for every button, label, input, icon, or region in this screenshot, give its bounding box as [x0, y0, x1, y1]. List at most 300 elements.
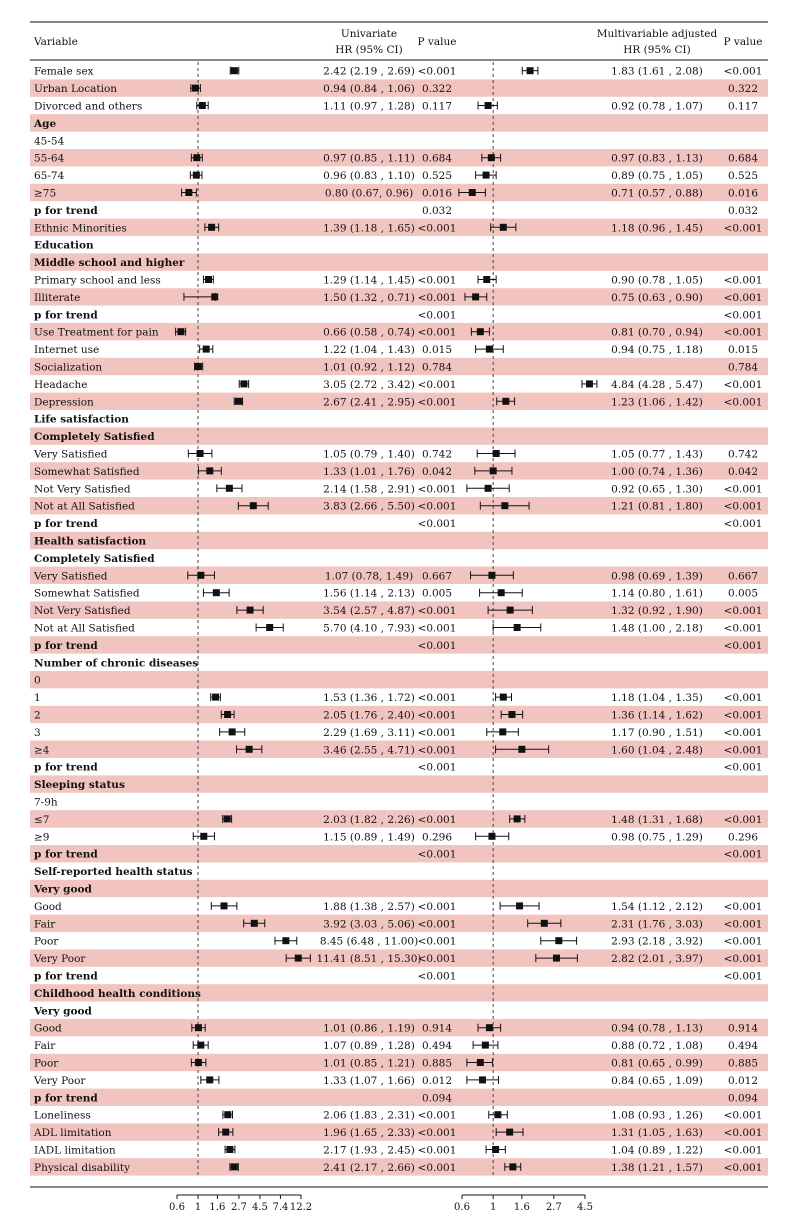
table-row — [34, 309, 762, 321]
univariate-ci-mark — [223, 1111, 233, 1119]
row-label: 0 — [34, 674, 41, 687]
multivariable-hr-text: 1.18 (1.04 , 1.35) — [611, 692, 703, 705]
univariate-ci-mark — [190, 171, 202, 179]
univariate-ci-mark — [230, 1163, 238, 1171]
univariate-hr-text: 0.97 (0.85 , 1.11) — [323, 152, 415, 165]
multivariable-hr-text: 2.93 (2.18 , 3.92) — [611, 935, 703, 948]
table-row — [34, 692, 762, 704]
univariate-point-estimate — [251, 920, 258, 927]
row-label: p for trend — [34, 848, 98, 861]
row-label: Good — [34, 1022, 62, 1035]
univariate-p-value: <0.001 — [417, 709, 457, 722]
multivariable-ci-mark — [476, 345, 504, 353]
multivariable-ci-mark — [500, 902, 539, 910]
header-univariate-2: HR (95% CI) — [335, 44, 403, 56]
header-multivariable-1: Multivariable adjusted — [596, 28, 718, 40]
table-row — [34, 275, 762, 287]
row-label: Age — [34, 117, 57, 130]
univariate-p-value: <0.001 — [417, 848, 457, 861]
univariate-point-estimate — [185, 189, 192, 196]
univariate-tick-label: 2.7 — [230, 1202, 247, 1213]
table-row — [34, 797, 58, 809]
multivariable-p-value: <0.001 — [723, 326, 763, 339]
multivariable-hr-text: 0.88 (0.72 , 1.08) — [611, 1040, 703, 1053]
univariate-tick-label: 0.6 — [169, 1202, 185, 1213]
multivariable-point-estimate — [509, 1163, 516, 1170]
table-row — [34, 257, 185, 269]
univariate-p-value: <0.001 — [417, 622, 457, 635]
multivariable-point-estimate — [553, 955, 560, 962]
row-label: Female sex — [34, 65, 94, 78]
multivariable-p-value: <0.001 — [723, 709, 763, 722]
multivariable-p-value: <0.001 — [723, 744, 763, 757]
multivariable-p-value: <0.001 — [723, 483, 763, 496]
univariate-point-estimate — [224, 711, 231, 718]
univariate-hr-text: 3.83 (2.66 , 5.50) — [323, 500, 415, 513]
multivariable-hr-text: 1.48 (1.00 , 2.18) — [611, 622, 703, 635]
univariate-p-value: <0.001 — [417, 1144, 457, 1157]
univariate-p-value: 0.667 — [421, 570, 453, 583]
multivariable-p-value: 0.094 — [727, 1092, 759, 1105]
univariate-hr-text: 1.01 (0.92 , 1.12) — [323, 361, 415, 374]
multivariable-ci-mark — [486, 1146, 505, 1154]
univariate-hr-text: 1.01 (0.86 , 1.19) — [323, 1022, 415, 1035]
row-label: p for trend — [34, 970, 98, 983]
multivariable-point-estimate — [477, 328, 484, 335]
univariate-hr-text: 1.96 (1.65 , 2.33) — [323, 1127, 415, 1140]
univariate-p-value: <0.001 — [417, 726, 457, 739]
multivariable-hr-text: 1.21 (0.81 , 1.80) — [611, 500, 703, 513]
table-row — [34, 170, 758, 182]
univariate-point-estimate — [193, 154, 200, 161]
univariate-ci-mark — [201, 1076, 219, 1084]
univariate-point-estimate — [197, 450, 204, 457]
multivariable-p-value: 0.885 — [727, 1057, 759, 1070]
multivariable-hr-text: 1.17 (0.90 , 1.51) — [611, 726, 703, 739]
row-label: p for trend — [34, 1092, 98, 1105]
row-label: Illiterate — [34, 291, 81, 304]
univariate-tick-label: 4.5 — [251, 1202, 268, 1213]
multivariable-hr-text: 0.71 (0.57 , 0.88) — [611, 187, 703, 200]
header-univariate-1: Univariate — [340, 28, 398, 40]
table-row — [34, 623, 762, 635]
univariate-point-estimate — [195, 1059, 202, 1066]
row-label: Primary school and less — [34, 274, 161, 287]
multivariable-ci-mark — [487, 728, 519, 736]
univariate-p-value: <0.001 — [417, 935, 457, 948]
table-row — [34, 675, 41, 687]
multivariable-p-value: <0.001 — [723, 900, 763, 913]
multivariable-p-value: <0.001 — [723, 274, 763, 287]
univariate-p-value: 0.525 — [421, 170, 453, 183]
multivariable-p-value: <0.001 — [723, 396, 763, 409]
univariate-p-value: <0.001 — [417, 222, 457, 235]
univariate-p-value: 0.684 — [421, 152, 453, 165]
multivariable-hr-text: 1.23 (1.06 , 1.42) — [611, 396, 703, 409]
multivariable-hr-text: 0.75 (0.63 , 0.90) — [611, 291, 703, 304]
univariate-p-value: <0.001 — [417, 396, 457, 409]
row-label: Urban Location — [34, 83, 118, 96]
header-variable: Variable — [34, 36, 78, 48]
row-label: IADL limitation — [34, 1144, 116, 1157]
multivariable-tick-label: 2.7 — [545, 1202, 562, 1213]
multivariable-point-estimate — [483, 276, 490, 283]
multivariable-hr-text: 1.60 (1.04 , 2.48) — [611, 744, 703, 757]
multivariable-hr-text: 1.14 (0.80 , 1.61) — [611, 587, 703, 600]
row-label: p for trend — [34, 309, 98, 322]
table-row — [34, 988, 201, 1000]
univariate-point-estimate — [193, 172, 200, 179]
univariate-hr-text: 1.22 (1.04 , 1.43) — [323, 344, 415, 357]
univariate-hr-text: 0.96 (0.83 , 1.10) — [323, 170, 415, 183]
univariate-point-estimate — [199, 102, 206, 109]
univariate-hr-text: 2.29 (1.69 , 3.11) — [323, 726, 415, 739]
univariate-hr-text: 2.41 (2.17 , 2.66) — [323, 1161, 415, 1174]
row-label: Health satisfaction — [34, 535, 147, 548]
univariate-ci-mark — [211, 693, 221, 701]
univariate-point-estimate — [213, 589, 220, 596]
multivariable-ci-mark — [480, 589, 523, 597]
univariate-ci-mark — [197, 102, 208, 110]
multivariable-p-value: <0.001 — [723, 848, 763, 861]
row-label: Fair — [34, 918, 56, 931]
row-shade — [30, 114, 768, 131]
univariate-ci-mark — [225, 1146, 235, 1154]
univariate-p-value: 0.032 — [421, 204, 453, 217]
multivariable-p-value: <0.001 — [723, 1144, 763, 1157]
multivariable-point-estimate — [490, 467, 497, 474]
multivariable-axis — [454, 1195, 593, 1213]
univariate-hr-text: 1.53 (1.36 , 1.72) — [323, 692, 415, 705]
row-label: Physical disability — [34, 1161, 131, 1174]
row-shade — [30, 845, 768, 862]
univariate-point-estimate — [226, 1146, 233, 1153]
multivariable-p-value: 0.742 — [727, 448, 759, 461]
univariate-point-estimate — [195, 1024, 202, 1031]
univariate-point-estimate — [221, 902, 228, 909]
multivariable-p-value: <0.001 — [723, 935, 763, 948]
univariate-point-estimate — [231, 1163, 238, 1170]
multivariable-hr-text: 0.98 (0.75 , 1.29) — [611, 831, 703, 844]
table-row — [34, 205, 758, 217]
multivariable-ci-mark — [478, 102, 497, 110]
row-label: Very Poor — [34, 1074, 86, 1087]
row-label: Very good — [34, 1005, 92, 1018]
univariate-p-value: 0.042 — [421, 465, 453, 478]
univariate-point-estimate — [195, 363, 202, 370]
univariate-hr-text: 3.46 (2.55 , 4.71) — [323, 744, 415, 757]
multivariable-hr-text: 4.84 (4.28 , 5.47) — [611, 378, 703, 391]
univariate-ci-mark — [234, 397, 242, 405]
multivariable-p-value: <0.001 — [723, 500, 763, 513]
multivariable-point-estimate — [472, 293, 479, 300]
multivariable-p-value: 0.005 — [727, 587, 759, 600]
univariate-p-value: 0.494 — [421, 1040, 453, 1053]
multivariable-ci-mark — [541, 937, 577, 945]
table-row — [34, 135, 65, 147]
univariate-ci-mark — [230, 67, 238, 75]
row-label: Childhood health conditions — [34, 987, 201, 1000]
multivariable-point-estimate — [493, 450, 500, 457]
row-label: Very Satisfied — [34, 448, 108, 461]
row-label: Divorced and others — [34, 100, 143, 113]
univariate-p-value: <0.001 — [417, 1127, 457, 1140]
multivariable-point-estimate — [482, 1042, 489, 1049]
multivariable-point-estimate — [516, 902, 523, 909]
multivariable-ci-mark — [478, 276, 496, 284]
univariate-point-estimate — [203, 346, 210, 353]
multivariable-point-estimate — [488, 572, 495, 579]
univariate-hr-text: 1.05 (0.79 , 1.40) — [323, 448, 415, 461]
table-row — [34, 866, 193, 878]
table-row — [34, 1145, 762, 1157]
univariate-hr-text: 0.80 (0.67, 0.96) — [324, 187, 414, 200]
row-label: ≥75 — [34, 187, 57, 200]
univariate-point-estimate — [208, 224, 215, 231]
univariate-hr-text: 2.06 (1.83 , 2.31) — [323, 1109, 415, 1122]
univariate-hr-text: 1.15 (0.89 , 1.49) — [323, 831, 415, 844]
multivariable-p-value: 0.525 — [727, 170, 759, 183]
row-label: p for trend — [34, 204, 98, 217]
row-label: p for trend — [34, 639, 98, 652]
multivariable-p-value: 0.042 — [727, 465, 759, 478]
multivariable-point-estimate — [514, 815, 521, 822]
univariate-hr-text: 1.50 (1.32 , 0.71) — [323, 291, 415, 304]
multivariable-ci-mark — [522, 67, 538, 75]
row-shade — [30, 636, 768, 653]
multivariable-tick-label: 0.6 — [454, 1202, 470, 1213]
row-label: 65-74 — [34, 170, 65, 183]
table-row — [34, 431, 155, 443]
univariate-p-value: <0.001 — [417, 1109, 457, 1122]
multivariable-hr-text: 0.81 (0.70 , 0.94) — [611, 326, 703, 339]
multivariable-point-estimate — [488, 833, 495, 840]
multivariable-p-value: 0.296 — [727, 831, 759, 844]
table-row — [34, 327, 762, 339]
multivariable-p-value: <0.001 — [723, 291, 763, 304]
univariate-point-estimate — [197, 572, 204, 579]
multivariable-hr-text: 1.54 (1.12 , 2.12) — [611, 900, 703, 913]
multivariable-ci-mark — [477, 450, 515, 458]
row-label: Somewhat Satisfied — [34, 587, 140, 600]
univariate-point-estimate — [229, 728, 236, 735]
table-row — [34, 518, 762, 530]
multivariable-p-value: 0.322 — [727, 83, 759, 96]
row-label: Completely Satisfied — [34, 552, 155, 565]
univariate-p-value: <0.001 — [417, 900, 457, 913]
table-row — [34, 936, 762, 948]
univariate-ci-mark — [203, 276, 213, 284]
table-row — [34, 414, 129, 426]
univariate-point-estimate — [222, 1129, 229, 1136]
row-shade — [30, 671, 768, 688]
row-label: Sleeping status — [34, 779, 125, 792]
multivariable-point-estimate — [500, 694, 507, 701]
univariate-ci-mark — [203, 589, 229, 597]
univariate-p-value: <0.001 — [417, 500, 457, 513]
table-row — [34, 483, 762, 495]
table-row — [34, 588, 758, 600]
row-label: Fair — [34, 1040, 56, 1053]
multivariable-point-estimate — [527, 67, 534, 74]
univariate-p-value: <0.001 — [417, 639, 457, 652]
multivariable-hr-text: 0.94 (0.78 , 1.13) — [611, 1022, 703, 1035]
univariate-p-value: <0.001 — [417, 326, 457, 339]
univariate-hr-text: 0.94 (0.84 , 1.06) — [323, 83, 415, 96]
multivariable-point-estimate — [555, 937, 562, 944]
row-label: p for trend — [34, 518, 98, 531]
univariate-hr-text: 1.39 (1.18 , 1.65) — [323, 222, 415, 235]
univariate-p-value: <0.001 — [417, 605, 457, 618]
univariate-hr-text: 1.11 (0.97 , 1.28) — [323, 100, 415, 113]
row-label: Headache — [34, 378, 88, 391]
univariate-p-value: 0.094 — [421, 1092, 453, 1105]
row-label: Self-reported health status — [34, 866, 193, 879]
multivariable-hr-text: 1.00 (0.74 , 1.36) — [611, 465, 703, 478]
univariate-point-estimate — [211, 293, 218, 300]
row-shade — [30, 880, 768, 897]
univariate-hr-text: 2.14 (1.58 , 2.91) — [323, 483, 415, 496]
multivariable-hr-text: 0.89 (0.75 , 1.05) — [611, 170, 703, 183]
multivariable-point-estimate — [488, 154, 495, 161]
univariate-hr-text: 3.92 (3.03 , 5.06) — [323, 918, 415, 931]
univariate-point-estimate — [240, 380, 247, 387]
row-label: 45-54 — [34, 135, 65, 148]
univariate-p-value: 0.784 — [421, 361, 453, 374]
univariate-p-value: <0.001 — [417, 65, 457, 78]
multivariable-point-estimate — [485, 102, 492, 109]
univariate-point-estimate — [224, 1111, 231, 1118]
multivariable-p-value: 0.914 — [727, 1022, 759, 1035]
univariate-p-value: 0.015 — [421, 344, 453, 357]
multivariable-point-estimate — [506, 1129, 513, 1136]
multivariable-point-estimate — [500, 224, 507, 231]
univariate-ci-mark — [188, 450, 212, 458]
univariate-p-value: 0.742 — [421, 448, 453, 461]
multivariable-ci-mark — [496, 693, 512, 701]
row-label: Good — [34, 900, 62, 913]
multivariable-p-value: <0.001 — [723, 1127, 763, 1140]
multivariable-point-estimate — [501, 502, 508, 509]
univariate-p-value: <0.001 — [417, 483, 457, 496]
univariate-p-value: <0.001 — [417, 918, 457, 931]
univariate-point-estimate — [212, 694, 219, 701]
multivariable-hr-text: 0.92 (0.78 , 1.07) — [611, 100, 703, 113]
multivariable-p-value: <0.001 — [723, 622, 763, 635]
univariate-p-value: 0.005 — [421, 587, 453, 600]
multivariable-point-estimate — [479, 1076, 486, 1083]
univariate-hr-text: 1.29 (1.14 , 1.45) — [323, 274, 415, 287]
univariate-p-value: <0.001 — [417, 518, 457, 531]
univariate-tick-label: 7.4 — [272, 1202, 289, 1213]
row-label: Completely Satisfied — [34, 431, 155, 444]
multivariable-hr-text: 1.05 (0.77 , 1.43) — [611, 448, 703, 461]
multivariable-point-estimate — [518, 746, 525, 753]
multivariable-p-value: 0.012 — [727, 1074, 759, 1087]
univariate-p-value: <0.001 — [417, 970, 457, 983]
univariate-ci-mark — [195, 363, 203, 371]
multivariable-hr-text: 0.81 (0.65 , 0.99) — [611, 1057, 703, 1070]
multivariable-point-estimate — [499, 728, 506, 735]
multivariable-p-value: <0.001 — [723, 1109, 763, 1122]
multivariable-ci-mark — [582, 380, 597, 388]
row-label: Use Treatment for pain — [34, 326, 159, 339]
univariate-point-estimate — [192, 85, 199, 92]
univariate-hr-text: 1.33 (1.07 , 1.66) — [323, 1074, 415, 1087]
multivariable-hr-text: 1.31 (1.05 , 1.63) — [611, 1127, 703, 1140]
multivariable-hr-text: 1.83 (1.61 , 2.08) — [611, 65, 703, 78]
multivariable-tick-label: 1.6 — [513, 1202, 530, 1213]
univariate-ci-mark — [223, 815, 232, 823]
univariate-axis — [169, 1195, 312, 1213]
univariate-point-estimate — [266, 624, 273, 631]
multivariable-point-estimate — [541, 920, 548, 927]
row-label: Education — [34, 239, 94, 252]
univariate-hr-text: 2.17 (1.93 , 2.45) — [323, 1144, 415, 1157]
row-shade — [30, 1089, 768, 1106]
row-shade — [30, 775, 768, 792]
table-row — [34, 553, 155, 565]
multivariable-point-estimate — [492, 1146, 499, 1153]
univariate-hr-text: 1.56 (1.14 , 2.13) — [323, 587, 415, 600]
univariate-tick-label: 1.6 — [209, 1202, 226, 1213]
univariate-p-value: 0.117 — [421, 100, 453, 113]
multivariable-p-value: 0.684 — [727, 152, 759, 165]
multivariable-p-value: 0.494 — [727, 1040, 759, 1053]
univariate-hr-text: 8.45 (6.48 , 11.00) — [319, 935, 419, 948]
multivariable-p-value: <0.001 — [723, 309, 763, 322]
univariate-hr-text: 2.42 (2.19 , 2.69) — [323, 65, 415, 78]
univariate-p-value: <0.001 — [417, 813, 457, 826]
multivariable-hr-text: 2.82 (2.01 , 3.97) — [611, 953, 703, 966]
univariate-ci-mark — [239, 380, 248, 388]
univariate-hr-text: 3.05 (2.72 , 3.42) — [323, 378, 415, 391]
row-label: Very Poor — [34, 953, 86, 966]
univariate-point-estimate — [206, 467, 213, 474]
univariate-hr-text: 2.67 (2.41 , 2.95) — [323, 396, 415, 409]
row-label: Depression — [34, 396, 94, 409]
univariate-ci-mark — [217, 484, 242, 492]
univariate-p-value: <0.001 — [417, 291, 457, 304]
row-label: Life satisfaction — [34, 413, 129, 426]
multivariable-p-value: 0.015 — [727, 344, 759, 357]
univariate-tick-label: 12.2 — [289, 1202, 313, 1213]
univariate-ci-mark — [220, 728, 245, 736]
multivariable-point-estimate — [469, 189, 476, 196]
row-label: 2 — [34, 709, 41, 722]
multivariable-p-value: 0.667 — [727, 570, 759, 583]
multivariable-p-value: 0.784 — [727, 361, 759, 374]
table-row — [34, 727, 762, 739]
univariate-hr-text: 5.70 (4.10 , 7.93) — [323, 622, 415, 635]
table-row — [33, 449, 758, 461]
multivariable-point-estimate — [514, 624, 521, 631]
table-row — [34, 779, 125, 791]
univariate-point-estimate — [282, 937, 289, 944]
multivariable-ci-mark — [467, 1076, 499, 1084]
multivariable-hr-text: 1.04 (0.89 , 1.22) — [611, 1144, 703, 1157]
header-p-value-multivariable: P value — [723, 36, 763, 48]
header-p-value-univariate: P value — [417, 36, 457, 48]
multivariable-ci-mark — [467, 484, 509, 492]
multivariable-hr-text: 0.92 (0.65 , 1.30) — [611, 483, 703, 496]
univariate-point-estimate — [200, 833, 207, 840]
row-label: 55-64 — [34, 152, 65, 165]
row-label: Middle school and higher — [34, 257, 185, 270]
row-label: Poor — [34, 935, 59, 948]
row-label: Ethnic Minorities — [34, 222, 127, 235]
multivariable-p-value: <0.001 — [723, 726, 763, 739]
